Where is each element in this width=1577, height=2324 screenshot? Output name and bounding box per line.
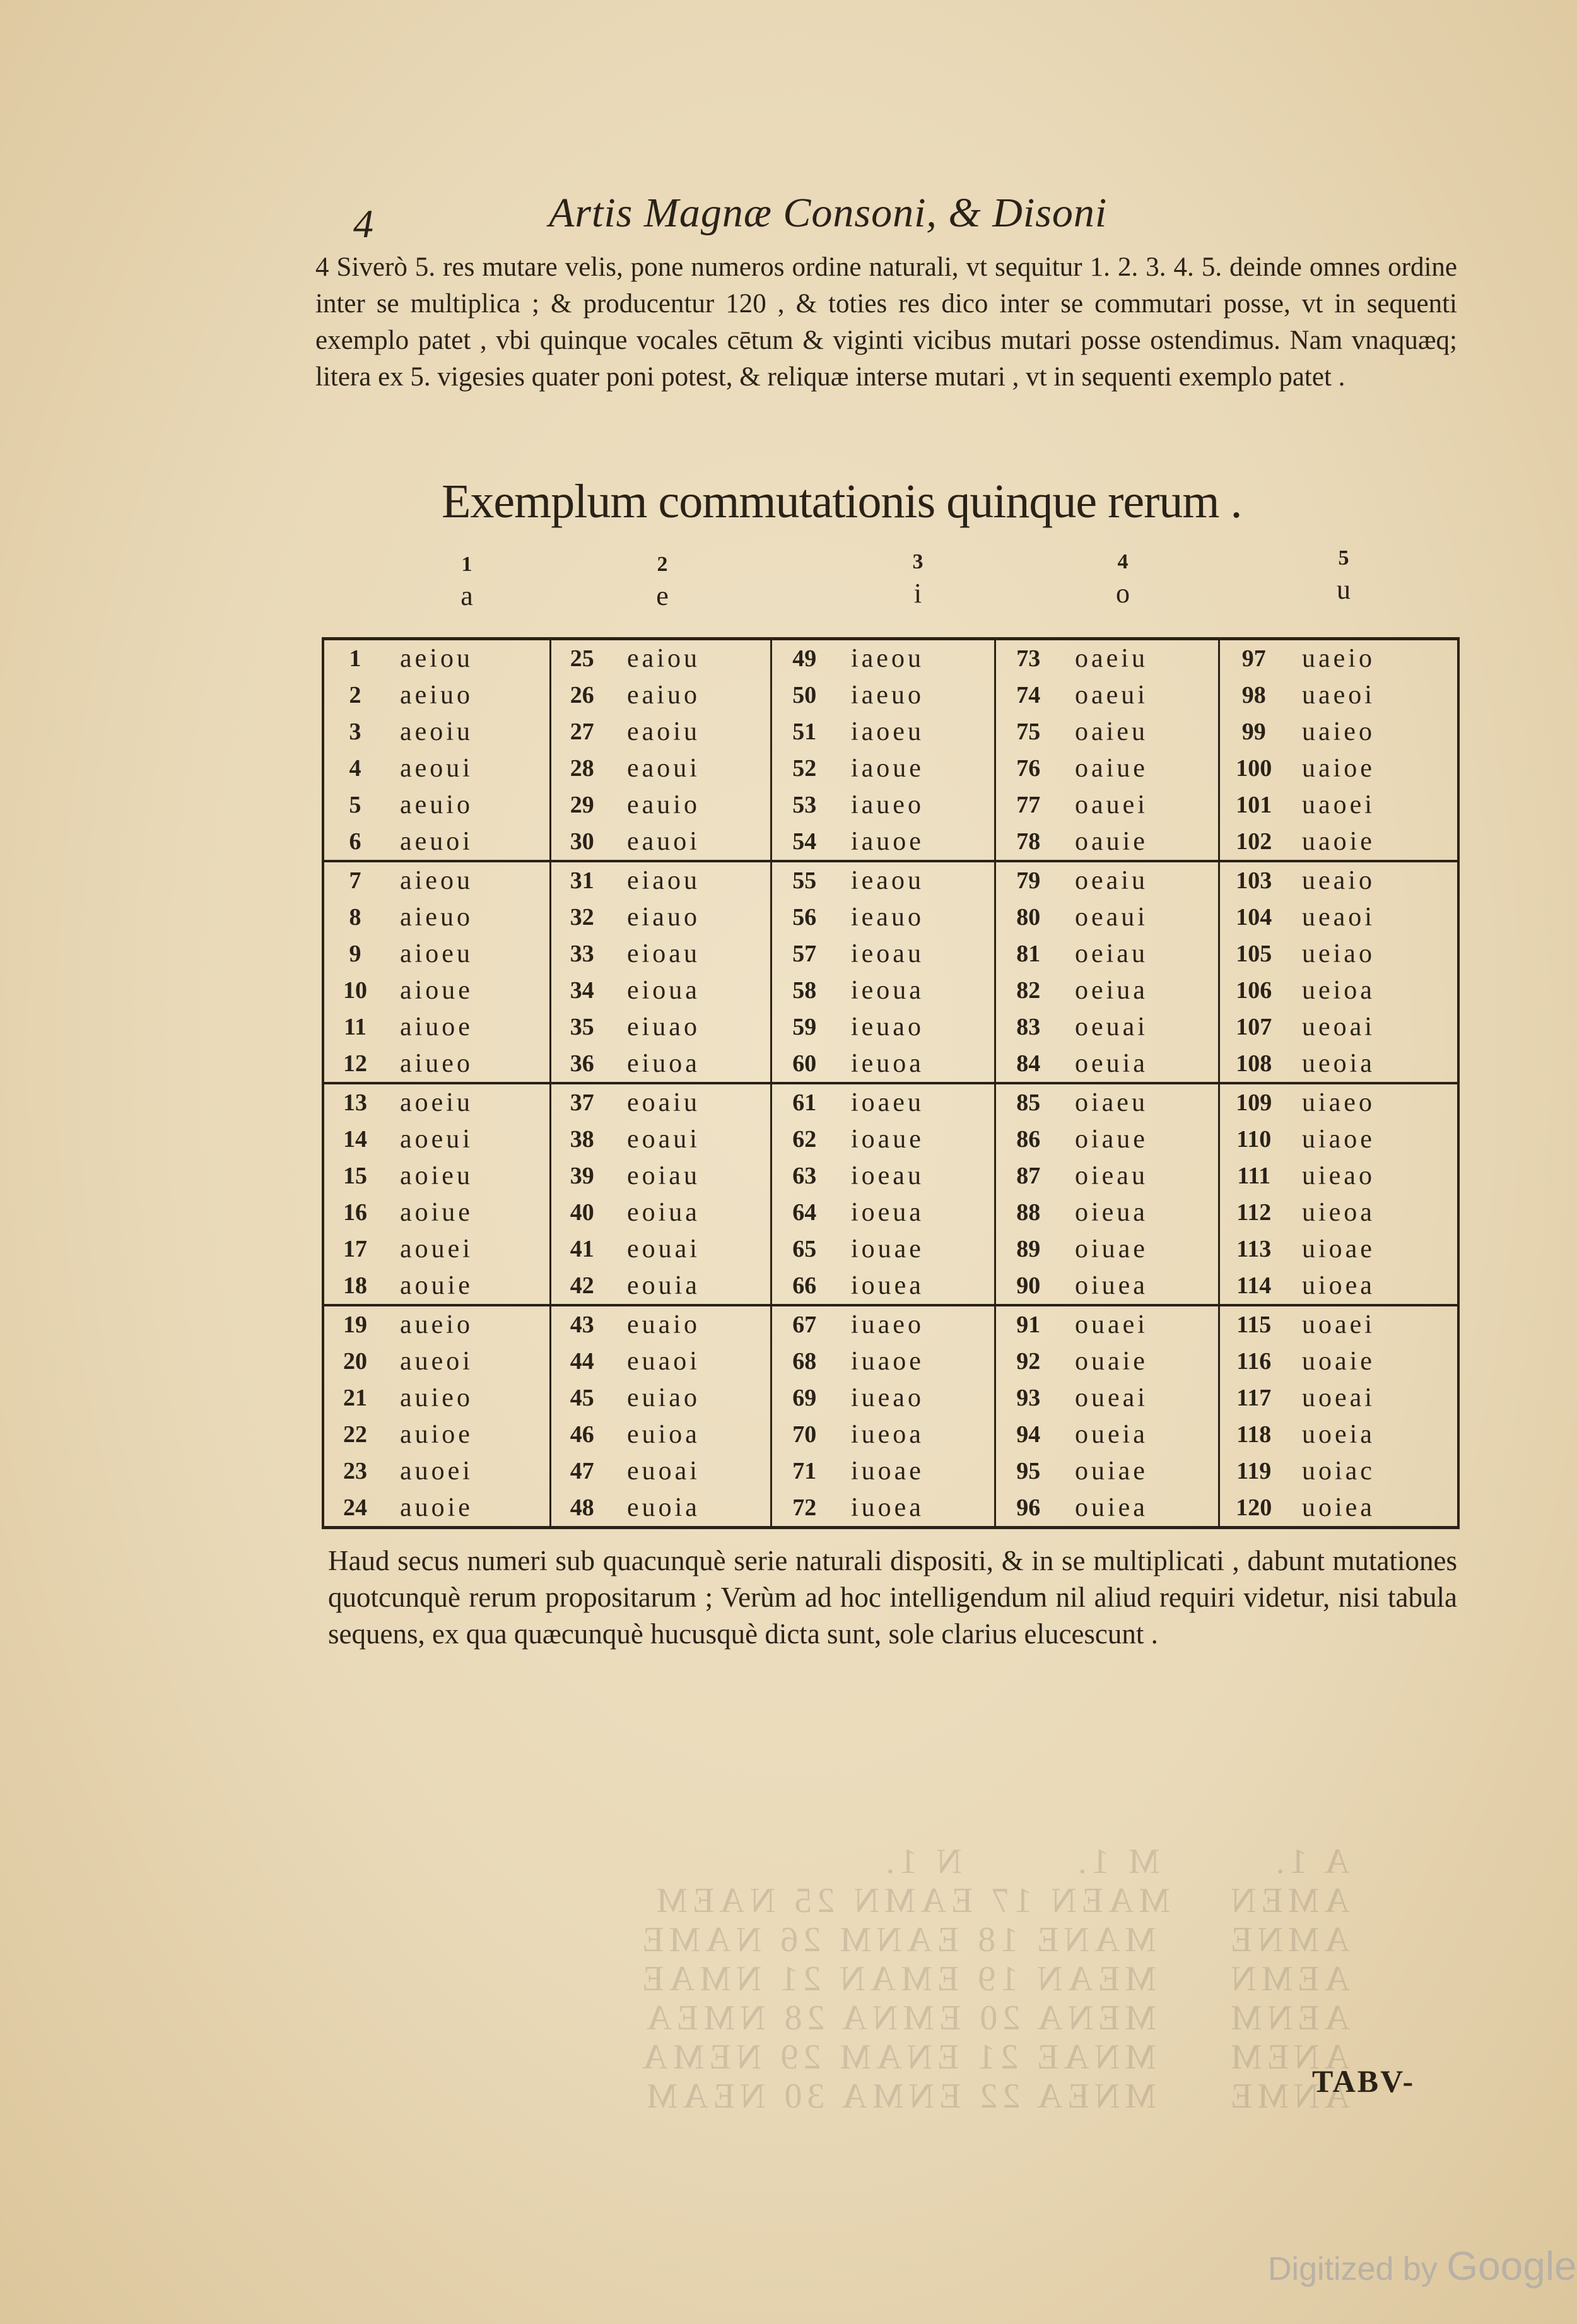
row-number: 92 [1016, 1348, 1041, 1375]
permutation-word: aoiue [386, 1194, 550, 1231]
row-number: 120 [1236, 1494, 1272, 1521]
permutation-word: ioeau [837, 1158, 995, 1194]
permutation-word: ieaou [837, 861, 995, 899]
row-number: 43 [550, 1305, 613, 1343]
permutation-word: aieuo [386, 899, 550, 936]
row-number: 4 [349, 755, 361, 782]
row-number: 90 [1016, 1272, 1041, 1299]
permutation-word: ouiea [1061, 1489, 1219, 1528]
row-number: 19 [323, 1305, 386, 1343]
row-number: 86 [1016, 1126, 1041, 1153]
row-number: 46 [570, 1421, 594, 1448]
row-number: 102 [1236, 828, 1272, 855]
permutation-word: eouia [613, 1267, 771, 1305]
permutation-word: oaeiu [1061, 639, 1219, 678]
permutation-word: auoie [386, 1489, 550, 1528]
row-number: 60 [792, 1050, 817, 1077]
table-row [323, 899, 1458, 936]
permutation-word: euaio [613, 1305, 771, 1343]
permutation-word: ueaoi [1302, 903, 1375, 932]
row-number: 72 [792, 1494, 817, 1521]
vowel-header-3 [893, 546, 943, 609]
permutation-word: eaoui [613, 750, 771, 787]
row-number: 111 [1237, 1163, 1271, 1189]
permutation-word: ioaeu [837, 1083, 995, 1121]
row-number: 118 [1236, 1421, 1272, 1448]
permutation-word: aiuoe [386, 1009, 550, 1045]
digitized-watermark [1268, 2243, 1577, 2289]
permutation-word: aueoi [386, 1343, 550, 1380]
permutation-word: eiauo [613, 899, 771, 936]
permutation-word: eiaou [613, 861, 771, 899]
permutation-word: eoaiu [613, 1083, 771, 1121]
vowel-header-letter: a [460, 580, 473, 611]
row-number: 61 [771, 1083, 837, 1121]
vowel-header-letter: u [1337, 574, 1351, 605]
closing-note: Haud secus numeri sub quacunquè serie naturali dispositi, & in se multiplicati , dabunt mutationes quotcunquè rerum propositarum ; Verùm ad hoc intelligendum nil aliud requiri videtur, nisi tabula sequens, ex qua quæcunquè hucusquè dicta sunt, sole clarius elucescunt . [328, 1545, 1457, 1650]
table-row [323, 1009, 1458, 1045]
row-number: 30 [570, 828, 594, 855]
row-number: 94 [1016, 1421, 1041, 1448]
permutation-word: eauio [613, 787, 771, 823]
permutation-word: uoaie [1302, 1347, 1375, 1376]
permutation-word: oauie [1061, 823, 1219, 861]
permutation-word: aioeu [386, 936, 550, 972]
permutation-word: uoaei [1288, 1305, 1458, 1343]
permutation-word: ieauo [837, 899, 995, 936]
row-number: 75 [1016, 719, 1041, 745]
row-number: 41 [570, 1236, 594, 1262]
row-number: 9 [349, 941, 361, 967]
row-number: 113 [1236, 1236, 1272, 1262]
table-row [323, 677, 1458, 713]
row-number: 59 [792, 1014, 817, 1040]
running-head: Artis Magnæ Consoni, & Disoni [549, 190, 1108, 236]
row-number: 39 [570, 1163, 594, 1189]
table-row [323, 1380, 1458, 1416]
permutation-word: aeoiu [386, 713, 550, 750]
row-number: 112 [1236, 1199, 1272, 1226]
row-number: 81 [1016, 941, 1041, 967]
row-number: 38 [570, 1126, 594, 1153]
permutation-word: euoai [613, 1453, 771, 1489]
row-number: 80 [1016, 904, 1041, 930]
row-number: 93 [1016, 1385, 1041, 1411]
row-number: 66 [792, 1272, 817, 1299]
table-row [323, 1194, 1458, 1231]
permutation-word: iuoae [837, 1453, 995, 1489]
permutation-word: iouea [837, 1267, 995, 1305]
row-number: 53 [792, 792, 817, 818]
row-number: 65 [792, 1236, 817, 1262]
row-number: 26 [570, 682, 594, 708]
row-number: 49 [792, 645, 817, 672]
row-number: 27 [570, 719, 594, 745]
permutation-word: aieou [386, 861, 550, 899]
row-number: 7 [323, 861, 386, 899]
permutation-word: oieua [1061, 1194, 1219, 1231]
vowel-header-number: 4 [1117, 550, 1129, 573]
permutation-word: uoiac [1302, 1457, 1375, 1486]
table-row [323, 972, 1458, 1009]
row-number: 89 [1016, 1236, 1041, 1262]
permutation-word: oueai [1061, 1380, 1219, 1416]
vowel-header-number: 5 [1338, 546, 1349, 570]
permutation-word: oaeui [1061, 677, 1219, 713]
row-number: 35 [570, 1014, 594, 1040]
table-row [323, 1343, 1458, 1380]
permutation-word: eaoiu [613, 713, 771, 750]
row-number: 85 [995, 1083, 1061, 1121]
row-number: 24 [343, 1494, 367, 1521]
table-row [323, 1158, 1458, 1194]
permutation-word: iuaeo [837, 1305, 995, 1343]
permutation-word: ueaio [1288, 861, 1458, 899]
table-row [323, 1121, 1458, 1158]
permutation-word: oaiue [1061, 750, 1219, 787]
vowel-header-number: 3 [912, 550, 923, 573]
row-number: 28 [570, 755, 594, 782]
permutation-word: aouie [386, 1267, 550, 1305]
vowel-header-1 [442, 549, 492, 612]
row-number: 71 [792, 1458, 817, 1484]
catchword: TABV- [1312, 2063, 1416, 2099]
permutation-word: oiuae [1061, 1231, 1219, 1267]
permutation-word: ueoai [1302, 1012, 1375, 1042]
permutation-word: uiaoe [1302, 1125, 1375, 1154]
permutation-word: eouai [613, 1231, 771, 1267]
row-number: 67 [771, 1305, 837, 1343]
permutation-word: oueia [1061, 1416, 1219, 1453]
row-number: 84 [1016, 1050, 1041, 1077]
permutation-word: eoiau [613, 1158, 771, 1194]
permutation-word: ieoau [837, 936, 995, 972]
row-number: 117 [1236, 1385, 1272, 1411]
row-number: 21 [343, 1385, 367, 1411]
permutation-word: uoiea [1302, 1493, 1375, 1522]
permutation-word: uoeai [1302, 1383, 1375, 1412]
permutation-word: ueioa [1302, 976, 1375, 1005]
row-number: 32 [570, 904, 594, 930]
permutation-word: euaoi [613, 1343, 771, 1380]
row-number: 58 [792, 977, 817, 1004]
vowel-header-letter: o [1116, 578, 1130, 609]
vowel-header-number: 2 [657, 553, 668, 576]
permutation-word: uieoa [1302, 1198, 1375, 1227]
row-number: 18 [343, 1272, 367, 1299]
permutation-word: eoiua [613, 1194, 771, 1231]
row-number: 76 [1016, 755, 1041, 782]
permutation-word: ouaei [1061, 1305, 1219, 1343]
permutation-word: aeoui [386, 750, 550, 787]
row-number: 115 [1219, 1305, 1288, 1343]
row-number: 101 [1236, 792, 1272, 818]
row-number: 83 [1016, 1014, 1041, 1040]
example-title: Exemplum commutationis quinque rerum . [442, 475, 1242, 528]
row-number: 73 [1016, 645, 1041, 672]
table-row [323, 1453, 1458, 1489]
page-number: 4 [353, 201, 373, 246]
row-number: 62 [792, 1126, 817, 1153]
permutation-word: aouei [386, 1231, 550, 1267]
permutation-word: iaoeu [837, 713, 995, 750]
row-number: 33 [570, 941, 594, 967]
permutation-word: aiueo [386, 1045, 550, 1083]
row-number: 12 [343, 1050, 367, 1077]
permutation-word: uoeia [1302, 1420, 1375, 1449]
table-row [323, 1305, 1458, 1343]
row-number: 109 [1219, 1083, 1288, 1121]
row-number: 91 [995, 1305, 1061, 1343]
row-number: 56 [792, 904, 817, 930]
table-row [323, 1489, 1458, 1528]
permutation-word: euoia [613, 1489, 771, 1528]
digitized-label: Digitized by [1268, 2251, 1438, 2287]
row-number: 48 [570, 1494, 594, 1521]
row-number: 105 [1236, 941, 1272, 967]
table-row [323, 1231, 1458, 1267]
permutation-word: ueiao [1302, 939, 1375, 968]
row-number: 74 [1016, 682, 1041, 708]
permutation-word: oauei [1061, 787, 1219, 823]
permutation-word: eiuoa [613, 1045, 771, 1083]
row-number: 47 [570, 1458, 594, 1484]
row-number: 5 [349, 792, 361, 818]
row-number: 36 [570, 1050, 594, 1077]
row-number: 63 [792, 1163, 817, 1189]
permutation-word: euioa [613, 1416, 771, 1453]
row-number: 10 [343, 977, 367, 1004]
row-number: 6 [349, 828, 361, 855]
row-number: 82 [1016, 977, 1041, 1004]
permutation-word: eaiou [613, 639, 771, 678]
row-number: 103 [1219, 861, 1288, 899]
row-number: 55 [771, 861, 837, 899]
permutation-word: auieo [386, 1380, 550, 1416]
row-number: 78 [1016, 828, 1041, 855]
table-row [323, 1045, 1458, 1083]
permutation-word: uioae [1302, 1235, 1375, 1264]
permutation-word: ioaue [837, 1121, 995, 1158]
row-number: 107 [1236, 1014, 1272, 1040]
row-number: 50 [792, 682, 817, 708]
permutation-word: uaeio [1302, 644, 1375, 673]
table-row [323, 1267, 1458, 1305]
row-number: 16 [343, 1199, 367, 1226]
permutation-word: iuaoe [837, 1343, 995, 1380]
table-row [323, 936, 1458, 972]
vowel-header-number: 1 [461, 553, 472, 576]
row-number: 11 [344, 1014, 366, 1040]
table-row [323, 861, 1458, 899]
permutation-word: aeiuo [386, 677, 550, 713]
permutation-word: oaieu [1061, 713, 1219, 750]
row-number: 45 [570, 1385, 594, 1411]
row-number: 23 [343, 1458, 367, 1484]
row-number: 54 [792, 828, 817, 855]
permutation-word: aeuoi [386, 823, 550, 861]
permutation-word: ieuao [837, 1009, 995, 1045]
row-number: 52 [792, 755, 817, 782]
permutation-word: oieau [1061, 1158, 1219, 1194]
permutation-word: iaoue [837, 750, 995, 787]
permutation-word: iueao [837, 1380, 995, 1416]
permutation-word: ouiae [1061, 1453, 1219, 1489]
permutation-word: oeaiu [1061, 861, 1219, 899]
row-number: 8 [349, 904, 361, 930]
row-number: 37 [550, 1083, 613, 1121]
row-number: 15 [343, 1163, 367, 1189]
row-number: 116 [1236, 1348, 1272, 1375]
row-number: 108 [1236, 1050, 1272, 1077]
table-row [323, 750, 1458, 787]
permutation-word: uaoie [1302, 827, 1375, 856]
row-number: 70 [792, 1421, 817, 1448]
permutation-word: oeaui [1061, 899, 1219, 936]
row-number: 106 [1236, 977, 1272, 1004]
row-number: 99 [1241, 719, 1266, 745]
permutation-word: ieoua [837, 972, 995, 1009]
row-number: 34 [570, 977, 594, 1004]
table-row [323, 787, 1458, 823]
row-number: 44 [570, 1348, 594, 1375]
row-number: 88 [1016, 1199, 1041, 1226]
row-number: 25 [570, 645, 594, 672]
row-number: 96 [1016, 1494, 1041, 1521]
permutation-word: ieuoa [837, 1045, 995, 1083]
permutation-table-body [323, 639, 1458, 1528]
table-row [323, 823, 1458, 861]
permutation-word: oiaeu [1061, 1083, 1219, 1121]
permutation-word: iueoa [837, 1416, 995, 1453]
permutation-word: euiao [613, 1380, 771, 1416]
row-number: 79 [995, 861, 1061, 899]
permutation-word: oeiua [1061, 972, 1219, 1009]
permutation-word: aeuio [386, 787, 550, 823]
permutation-word: eioua [613, 972, 771, 1009]
row-number: 98 [1241, 682, 1266, 708]
row-number: 42 [570, 1272, 594, 1299]
row-number: 3 [349, 719, 361, 745]
permutation-word: iouae [837, 1231, 995, 1267]
permutation-word: iauoe [837, 823, 995, 861]
row-number: 110 [1236, 1126, 1272, 1153]
google-logo: Google [1446, 2243, 1577, 2289]
row-number: 14 [343, 1126, 367, 1153]
row-number: 51 [792, 719, 817, 745]
row-number: 40 [570, 1199, 594, 1226]
permutation-word: auoei [386, 1453, 550, 1489]
permutation-word: iaueo [837, 787, 995, 823]
permutation-word: eiuao [613, 1009, 771, 1045]
permutation-word: oiaue [1061, 1121, 1219, 1158]
row-number: 77 [1016, 792, 1041, 818]
permutation-word: oiuea [1061, 1267, 1219, 1305]
permutation-word: eioau [613, 936, 771, 972]
row-number: 20 [343, 1348, 367, 1375]
vowel-header-5 [1318, 543, 1369, 606]
table-row [323, 1083, 1458, 1121]
row-number: 95 [1016, 1458, 1041, 1484]
row-number: 57 [792, 941, 817, 967]
permutation-word: oeuia [1061, 1045, 1219, 1083]
permutation-word: uieao [1302, 1161, 1375, 1190]
vowel-header-2 [637, 549, 688, 612]
row-number: 114 [1236, 1272, 1272, 1299]
row-number: 68 [792, 1348, 817, 1375]
permutation-word: ouaie [1061, 1343, 1219, 1380]
row-number: 31 [550, 861, 613, 899]
permutation-word: uaieo [1302, 717, 1375, 746]
row-number: 1 [349, 645, 361, 672]
permutation-word: oeuai [1061, 1009, 1219, 1045]
permutation-word: eaiuo [613, 677, 771, 713]
permutation-word: aoieu [386, 1158, 550, 1194]
row-number: 69 [792, 1385, 817, 1411]
row-number: 104 [1236, 904, 1272, 930]
bleed-through-text: A 1. M 1. N 1. AMEN MAEN 17 EAMN 25 NAEM AMNE MANE 18 EANM 26 NAME AEMN MEAN 19 EMAN 21 NMAE AENM MENA 20 EMNA 28 NMEA ANEM MNAE 21 ENAM 29 NEMA ANME MNEA 22 ENMA 30 NEAM [637, 1842, 1350, 2116]
row-number: 13 [323, 1083, 386, 1121]
permutation-table [322, 637, 1460, 1529]
permutation-word: ioeua [837, 1194, 995, 1231]
permutation-word: uioea [1302, 1271, 1375, 1300]
permutation-word: auioe [386, 1416, 550, 1453]
row-number: 2 [349, 682, 361, 708]
permutation-word: eauoi [613, 823, 771, 861]
table-row [323, 713, 1458, 750]
permutation-word: uaeoi [1302, 681, 1375, 710]
permutation-word: uaioe [1302, 754, 1375, 783]
permutation-word: oeiau [1061, 936, 1219, 972]
permutation-word: iaeou [837, 639, 995, 678]
permutation-word: aeiou [386, 639, 550, 678]
row-number: 22 [343, 1421, 367, 1448]
row-number: 29 [570, 792, 594, 818]
table-row [323, 1416, 1458, 1453]
row-number: 119 [1236, 1458, 1272, 1484]
vowel-header-letter: i [913, 578, 922, 609]
permutation-word: aioue [386, 972, 550, 1009]
permutation-word: uiaeo [1288, 1083, 1458, 1121]
permutation-word: aoeui [386, 1121, 550, 1158]
table-row [323, 639, 1458, 678]
intro-paragraph: 4 Siverò 5. res mutare velis, pone numeros ordine naturali, vt sequitur 1. 2. 3. 4. 5. deinde omnes ordine inter se multiplica ; & producentur 120 , & toties res dico inter se commutari posse, vt in sequenti exemplo patet , vbi quinque vocales cētum & viginti vicibus mutari posse ostendimus. Nam vnaquæq; litera ex 5. vigesies quater poni potest, & reliquæ interse mutari , vt in sequenti exemplo patet . [315, 252, 1457, 392]
permutation-word: ueoia [1302, 1049, 1375, 1078]
vowel-header-letter: e [656, 580, 669, 611]
permutation-word: aoeiu [386, 1083, 550, 1121]
row-number: 97 [1241, 645, 1266, 672]
permutation-word: eoaui [613, 1121, 771, 1158]
row-number: 64 [792, 1199, 817, 1226]
row-number: 17 [343, 1236, 367, 1262]
vowel-header-4 [1098, 546, 1148, 609]
row-number: 100 [1236, 755, 1272, 782]
permutation-word: iaeuo [837, 677, 995, 713]
permutation-word: iuoea [837, 1489, 995, 1528]
permutation-word: uaoei [1302, 790, 1375, 819]
row-number: 87 [1016, 1163, 1041, 1189]
permutation-word: aueio [386, 1305, 550, 1343]
